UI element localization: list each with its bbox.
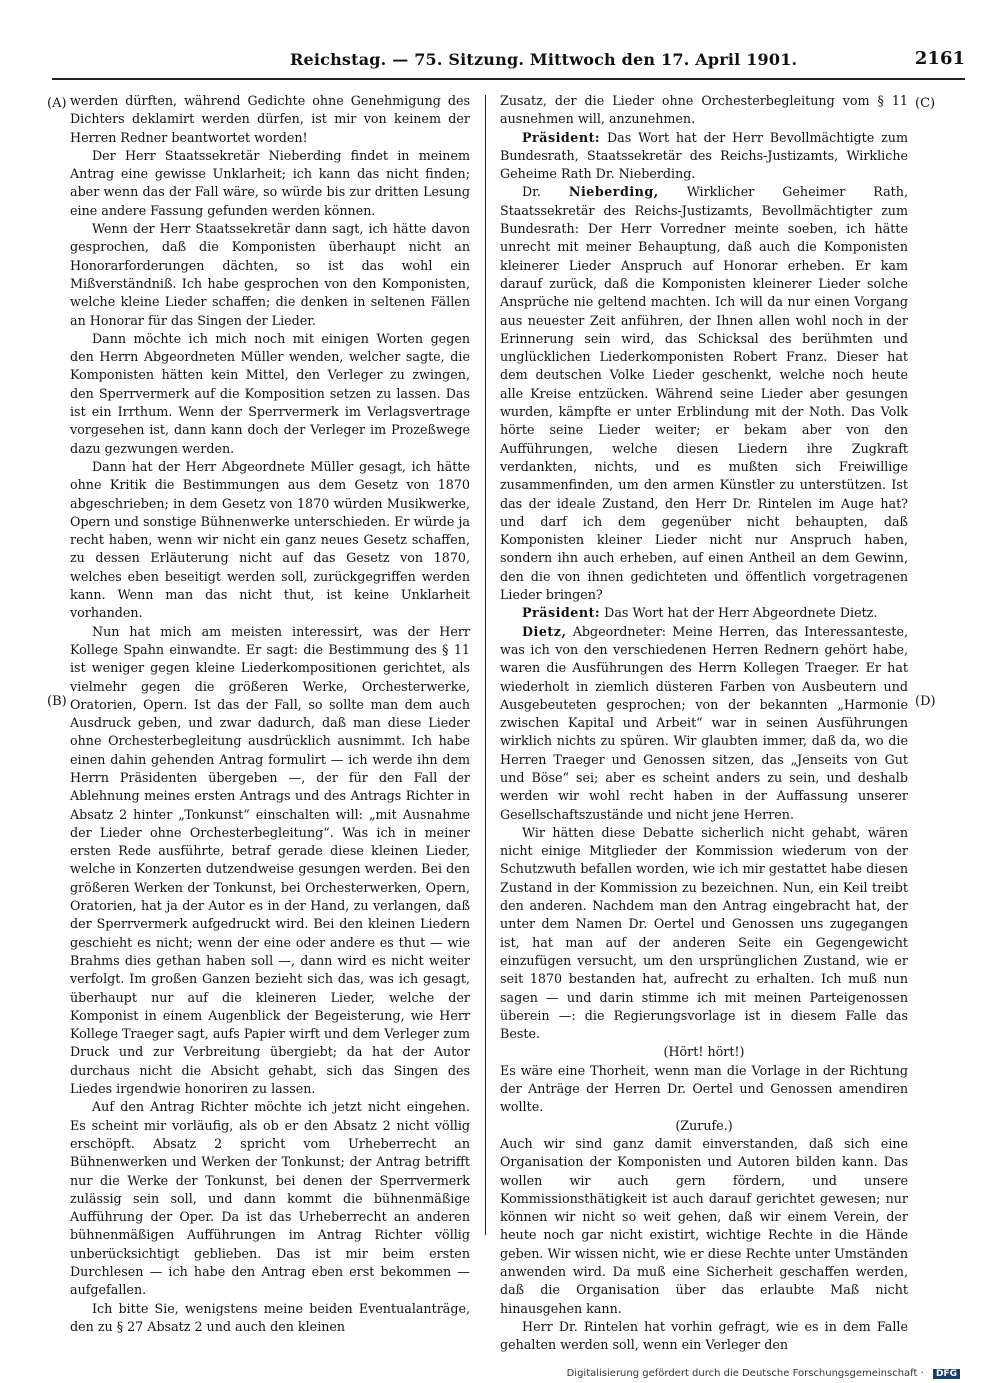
speech-paragraph <box>500 604 908 622</box>
running-title: Reichstag. — 75. Sitzung. Mittwoch den 17. April 1901. <box>290 50 798 69</box>
header-rule <box>52 78 965 80</box>
digitization-footer <box>567 1368 960 1379</box>
dfg-logo: DFG <box>933 1369 960 1379</box>
speech-paragraph <box>500 129 908 184</box>
speaker-name: Präsident: <box>522 605 601 621</box>
speaker-title: Dr. <box>522 184 569 200</box>
speech-text: Wirklicher Geheimer Rath, Staatssekretär des Reichs-Justizamts, Bevollmächtigter zum Bundesrath: Der Herr Vorredner meinte soeben, ich hätte unrecht mit meiner Behauptung, daß auch die Komponisten kleinerer Lieder Anspruch auf Honorar erheben. Er kam darauf zurück, daß die Komponisten kleinerer Lieder solche Ansprüche nie geltend machten. Ich will da nur einen Vorgang aus neuester Zeit anführen, der Ihnen allen wohl noch in der Erinnerung sein wird, das Schicksal des berühmten und unglücklichen Liederkomponisten Robert Franz. Dieser hat dem deutschen Volke Lieder geschenkt, welche noch heute alle Kreise entzücken. Während seine Lieder aber gesungen wurden, kämpfte er unter Erblindung mit der Noth. Das Volk hörte seine Lieder weiter; er bekam aber von den Aufführungen, welche diesen Liedern ihre Zugkraft verdankten, nichts, und es mußten sich Freiwillige zusammenfinden, um den armen Künstler zu unterstützen. Ist das der ideale Zustand, den Herr Dr. Rintelen im Auge hat? und darf ich dem gegenüber nicht behaupten, daß Komponisten kleiner Lieder nicht nur Anspruch haben, sondern ihn auch erheben, auf einen Antheil an dem Gewinn, den die von ihnen gedichteten und öffentlich vorgetragenen Lieder bringen? <box>500 184 908 603</box>
speech-text: Abgeordneter: Meine Herren, das Interessanteste, was ich von den verschiedenen Herren Rednern gehört habe, waren die Ausführungen des Herrn Kollegen Traeger. Er hat wiederholt in ziemlich düsteren Farben von Ausbeutern und Ausgebeuteten gesprochen; von der bekannten „Harmonie zwischen Kapital und Arbeit“ war in seinen Ausführungen wirklich nichts zu spüren. Wir glaubten immer, daß da, wo die Herren Traeger und Genossen sitzen, das „Jenseits von Gut und Böse“ sei; aber es scheint anders zu sein, und deshalb werden wir wohl recht haben in der Auffassung unserer Gesellschaftszustände und nicht jene Herren. <box>500 623 908 822</box>
speaker-name: Präsident: <box>522 129 601 145</box>
paragraph: Dann möchte ich mich noch mit einigen Worten gegen den Herrn Abgeordneten Müller wenden, welcher sagte, die Komponisten hätten kein Mittel, den Verleger zu zwingen, den Sperrvermerk auf die Komposition setzen zu lassen. Das ist ein Irrthum. Wenn der Sperrvermerk im Verlagsvertrage vorgesehen ist, dann kann doch der Verleger im Prozeßwege dazu gezwungen werden. <box>70 330 470 456</box>
margin-marker-b: (B) <box>47 694 67 709</box>
column-divider <box>485 95 486 1235</box>
paragraph: Auf den Antrag Richter möchte ich jetzt nicht eingehen. Es scheint mir vorläufig, als ob er den Absatz 2 nicht völlig erschöpft. Absatz 2 spricht vom Urheberrecht an Bühnenwerken und Werken der Tonkunst; der Antrag betrifft nur die Werke der Tonkunst, bei denen der Sperrvermerk zulässig sein soll, und dann kommt die bühnenmäßige Aufführung der Oper. Da ist das Urheberrecht an anderen bühnenmäßigen Aufführungen im Antrag Richter völlig unberücksichtigt geblieben. Das ist mir beim ersten Durchlesen — ich habe den Antrag eben erst bekommen — aufgefallen. <box>70 1099 470 1298</box>
footer-credit: Digitalisierung gefördert durch die Deutsche Forschungsgemeinschaft · <box>566 1368 924 1379</box>
paragraph: Nun hat mich am meisten interessirt, was der Herr Kollege Spahn einwandte. Er sagt: die Bestimmung des § 11 ist weniger gegen kleine Liederkompositionen gerichtet, als vielmehr gegen die größeren Werke, Orchesterwerke, Oratorien, Opern. Ist das der Fall, so sollte man dem auch Ausdruck geben, und zwar dadurch, daß man diese Lieder ohne Orchesterbegleitung ausdrücklich ausnimmt. Ich habe einen dahin gehenden Antrag formulirt — ich werde ihn dem Herrn Präsidenten übergeben —, der für den Fall der Ablehnung meines ersten Antrags und des Antrags Richter in Absatz 2 hinter „Tonkunst“ einschalten will: „mit Ausnahme der Lieder ohne Orchesterbegleitung“. Was ich in meiner ersten Rede ausführte, betraf gerade diese kleinen Lieder, welche in Konzerten dutzendweise gesungen werden. Bei den größeren Werken der Tonkunst, bei Orchesterwerken, Opern, Oratorien, hat ja der Autor es in der Hand, zu verlangen, daß der Sperrvermerk aufgedruckt wird. Bei den kleinen Liedern geschieht es nicht; wenn der eine oder andere es thut — wie Brahms dies gethan haben soll —, dann wird es nicht weiter verfolgt. Im großen Ganzen bezieht sich das, was ich gesagt, überhaupt nur auf die kleineren Lieder, welche der Komponist in einem Augenblick der Begeisterung, wie Herr Kollege Traeger sagt, aufs Papier wirft und dem Verleger zum Druck und zur Verbreitung übergiebt; da hat der Autor durchaus nicht die Absicht gehabt, sich das Singen des Liedes irgendwie honoriren zu lassen. <box>70 623 470 1097</box>
margin-marker-a: (A) <box>47 96 67 111</box>
paragraph: Zusatz, der die Lieder ohne Orchesterbegleitung vom § 11 ausnehmen will, anzunehmen. <box>500 93 908 127</box>
paragraph: Auch wir sind ganz damit einverstanden, daß sich eine Organisation der Komponisten und Autoren bilden kann. Das wollen wir auch gern fördern, und unsere Kommissionsthätigkeit ist auch darauf gerichtet gewesen; nur können wir nicht so weit gehen, daß wir einem Verein, der heute noch gar nicht existirt, wichtige Rechte in die Hände geben. Wir wissen nicht, wie er diese Rechte unter Umständen anwenden wird. Da muß eine Sicherheit geschaffen werden, daß die Organisation über das erlaubte Maß nicht hinausgehen kann. <box>500 1135 908 1316</box>
interjection: (Zurufe.) <box>675 1117 733 1133</box>
speech-paragraph <box>500 183 908 604</box>
speech-text: Das Wort hat der Herr Bevollmächtigte zum Bundesrath, Staatssekretär des Reichs-Justizamts, Wirkliche Geheime Rath Dr. Nieberding. <box>500 129 908 182</box>
paragraph: werden dürften, während Gedichte ohne Genehmigung des Dichters deklamirt werden dürfen, ist mir von keinem der Herren Redner beantwortet worden! <box>70 93 470 145</box>
speech-paragraph <box>500 623 908 824</box>
right-column <box>500 92 908 1354</box>
paragraph: Wir hätten diese Debatte sicherlich nicht gehabt, wären nicht einige Mitglieder der Kommission wiederum von der Schutzwuth befallen worden, wie ich mir gestattet habe diesen Zustand in der Kommission zu bezeichnen. Nun, ein Keil treibt den anderen. Nachdem man den Antrag eingebracht hat, der unter dem Namen Dr. Oertel und Genossen uns zugegangen ist, hat man auf der anderen Seite ein Gegengewicht einzufügen versucht, um den ursprünglichen Zustand, wie er seit 1870 bestanden hat, aufrecht zu erhalten. Ich muß nun sagen — und darin stimme ich mit meinen Parteigenossen überein —: die Regierungsvorlage ist in diesem Falle das Beste. <box>500 824 908 1042</box>
speaker-name: Dietz, <box>522 623 567 639</box>
speaker-name: Nieberding, <box>568 184 659 200</box>
paragraph: Es wäre eine Thorheit, wenn man die Vorlage in der Richtung der Anträge der Herren Dr. Oertel und Genossen amendiren wollte. <box>500 1062 908 1115</box>
paragraph: Der Herr Staatssekretär Nieberding findet in meinem Antrag eine gewisse Unklarheit; ich kann das nicht finden; aber wenn das der Fall wäre, so würde bis zur dritten Lesung eine andere Fassung gefunden werden können. <box>70 147 470 218</box>
interjection: (Hört! hört!) <box>663 1044 745 1060</box>
page-header <box>40 40 965 86</box>
page-number: 2161 <box>914 48 965 69</box>
margin-marker-d: (D) <box>915 694 936 709</box>
speech-text: Das Wort hat der Herr Abgeordnete Dietz. <box>600 605 878 621</box>
paragraph: Dann hat der Herr Abgeordnete Müller gesagt, ich hätte ohne Kritik die Bestimmungen aus dem Gesetz von 1870 abgeschrieben; in dem Gesetz von 1870 würden Musikwerke, Opern und sonstige Bühnenwerke unterschieden. Er würde ja recht haben, wenn wir nicht ein ganz neues Gesetz schaffen, zu dessen Erläuterung nicht auf das Gesetz von 1870, welches eben beseitigt werden soll, zurückgegriffen werden kann. Wenn man das nicht thut, ist keine Unklarheit vorhanden. <box>70 458 470 621</box>
paragraph: Herr Dr. Rintelen hat vorhin gefragt, wie es in dem Falle gehalten werden soll, wenn ein Verleger den <box>500 1318 908 1353</box>
left-column <box>70 92 470 1336</box>
margin-marker-c: (C) <box>915 96 936 111</box>
paragraph: Ich bitte Sie, wenigstens meine beiden Eventualanträge, den zu § 27 Absatz 2 und auch den kleinen <box>70 1300 470 1334</box>
paragraph: Wenn der Herr Staatssekretär dann sagt, ich hätte davon gesprochen, daß die Komponisten überhaupt nicht an Honorarforderungen dächten, so ist das wohl ein Mißverständniß. Ich habe gesprochen von den Komponisten, welche kleine Lieder schaffen; die denken in seltenen Fällen an Honorar für das Singen der Lieder. <box>70 221 470 328</box>
